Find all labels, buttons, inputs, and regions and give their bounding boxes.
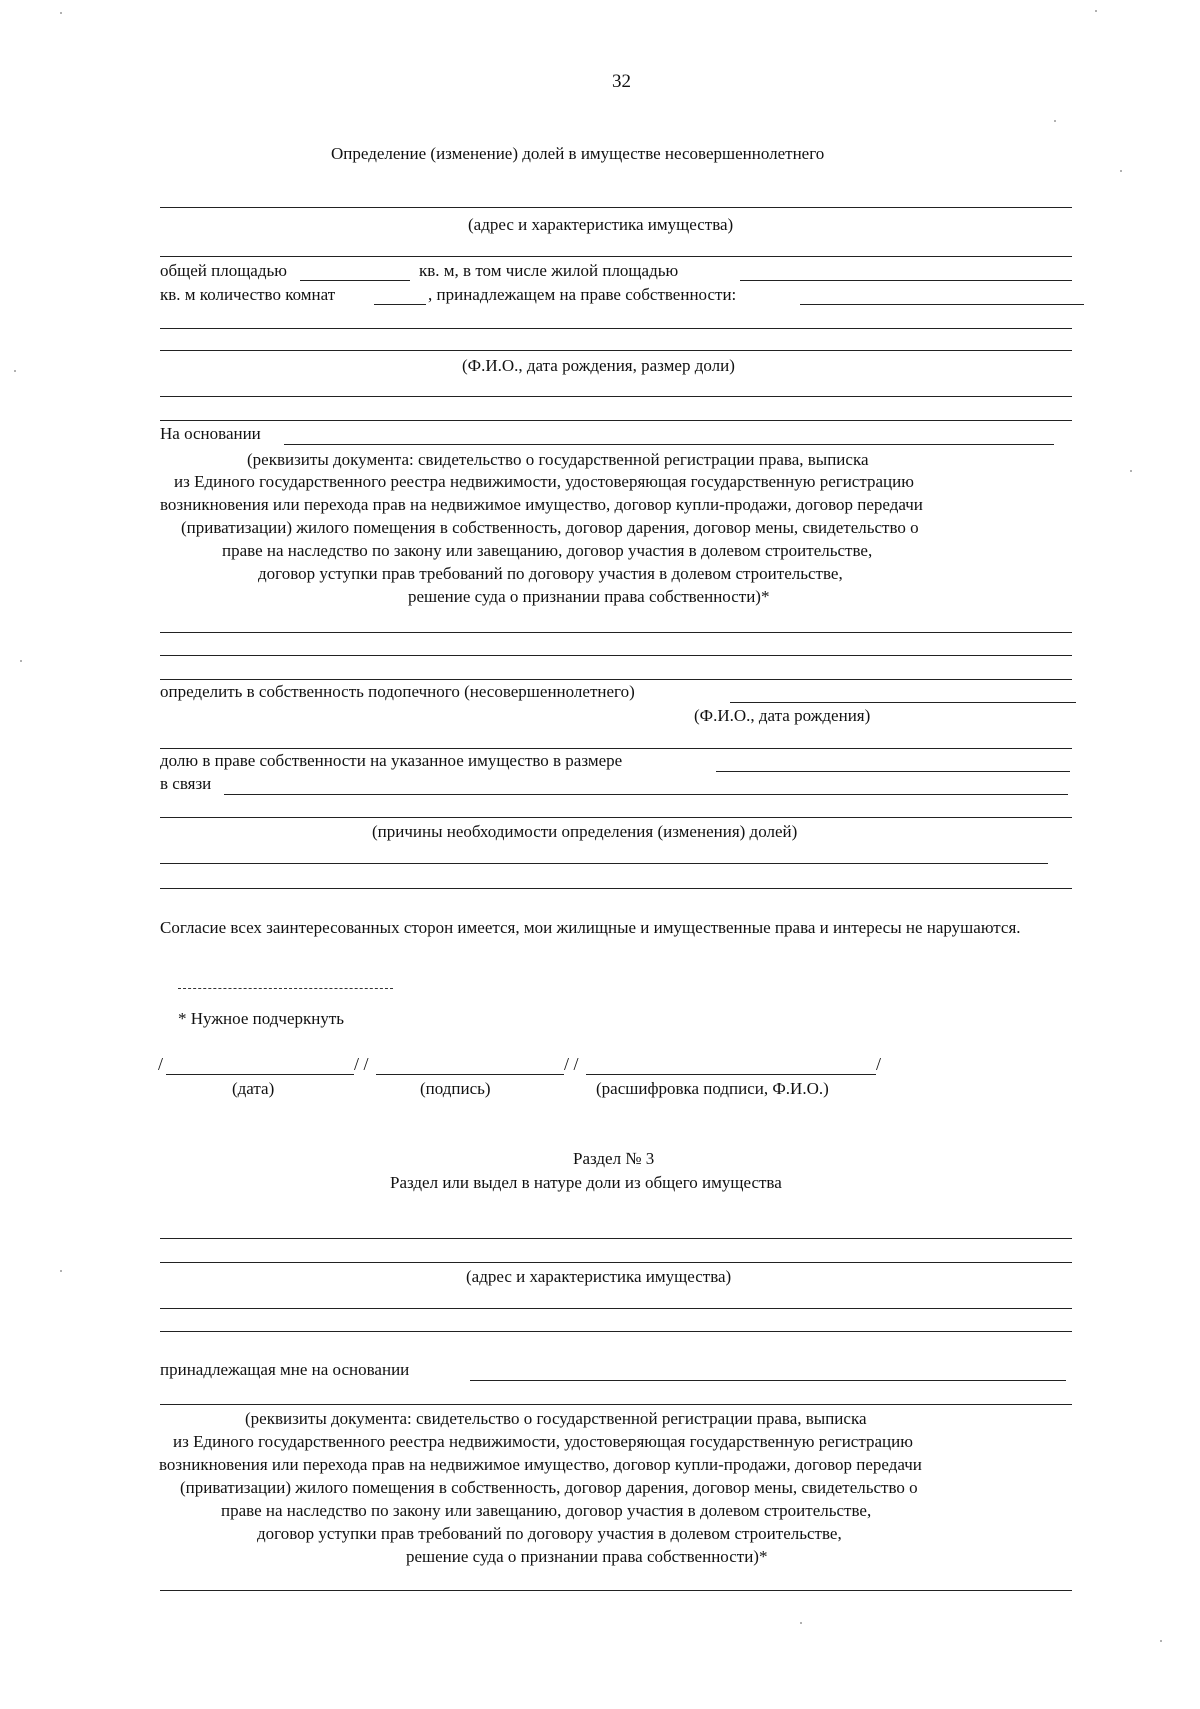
caption-owner: (Ф.И.О., дата рождения, размер доли) xyxy=(462,356,735,375)
requisites-line: решение суда о признании права собственности)* xyxy=(408,587,770,606)
requisites-line: договор уступки прав требований по договору участия в долевом строительстве, xyxy=(258,564,843,583)
share-field[interactable] xyxy=(716,771,1070,772)
slash-mark: / xyxy=(876,1054,882,1074)
fill-line[interactable] xyxy=(160,1331,1072,1332)
fill-line[interactable] xyxy=(160,1238,1072,1239)
requisites-line: (приватизации) жилого помещения в собственность, договор дарения, договор мены, свидетельство о xyxy=(180,1478,918,1497)
caption-signature: (подпись) xyxy=(420,1079,491,1098)
fill-line[interactable] xyxy=(160,679,1072,680)
requisites-line: (приватизации) жилого помещения в собственность, договор дарения, договор мены, свидетельство о xyxy=(181,518,919,537)
rooms-label: кв. м количество комнат xyxy=(160,285,336,304)
footnote: * Нужное подчеркнуть xyxy=(178,1009,345,1028)
area-total-field[interactable] xyxy=(300,280,410,281)
scan-speck xyxy=(1120,170,1122,172)
caption-decoding: (расшифровка подписи, Ф.И.О.) xyxy=(596,1079,829,1098)
decoding-field[interactable] xyxy=(586,1074,876,1075)
slash-mark: / / xyxy=(354,1054,369,1074)
reason-label: в связи xyxy=(160,774,212,793)
requisites-line: из Единого государственного реестра недвижимости, удостоверяющая государственную регистрацию xyxy=(173,1432,913,1451)
living-area-field[interactable] xyxy=(740,280,1072,281)
scan-speck xyxy=(60,1270,62,1272)
ward-field[interactable] xyxy=(730,702,1076,703)
requisites-line: возникновения или перехода прав на недвижимое имущество, договор купли-продажи, договор передачи xyxy=(159,1455,922,1474)
signature-field[interactable] xyxy=(376,1074,564,1075)
ownership-field[interactable] xyxy=(800,304,1084,305)
fill-line[interactable] xyxy=(160,1262,1072,1263)
living-area-label: кв. м, в том числе жилой площадью xyxy=(419,261,679,280)
fill-line[interactable] xyxy=(160,1590,1072,1591)
caption-reason: (причины необходимости определения (изменения) долей) xyxy=(372,822,798,841)
slash-mark: / / xyxy=(564,1054,579,1074)
requisites-line: (реквизиты документа: свидетельство о государственной регистрации права, выписка xyxy=(247,450,869,469)
owned-label: принадлежащая мне на основании xyxy=(160,1360,410,1379)
fill-line[interactable] xyxy=(160,1404,1072,1405)
requisites-line: возникновения или перехода прав на недвижимое имущество, договор купли-продажи, договор передачи xyxy=(160,495,923,514)
caption-date: (дата) xyxy=(232,1079,275,1098)
caption-property: (адрес и характеристика имущества) xyxy=(468,215,734,234)
fill-line[interactable] xyxy=(160,396,1072,397)
fill-line[interactable] xyxy=(160,632,1072,633)
fill-line[interactable] xyxy=(160,655,1072,656)
scan-speck xyxy=(20,660,22,662)
page-number: 32 xyxy=(612,71,631,92)
fill-line[interactable] xyxy=(160,256,1072,257)
reason-field[interactable] xyxy=(224,794,1068,795)
fill-line[interactable] xyxy=(160,1308,1072,1309)
caption-property: (адрес и характеристика имущества) xyxy=(466,1267,732,1286)
share-label: долю в праве собственности на указанное имущество в размере xyxy=(160,751,623,770)
fill-line[interactable] xyxy=(160,817,1072,818)
requisites-line: из Единого государственного реестра недвижимости, удостоверяющая государственную регистрацию xyxy=(174,472,914,491)
requisites-line: решение суда о признании права собственности)* xyxy=(406,1547,768,1566)
date-field[interactable] xyxy=(166,1074,354,1075)
requisites-line: (реквизиты документа: свидетельство о государственной регистрации права, выписка xyxy=(245,1409,867,1428)
caption-ward: (Ф.И.О., дата рождения) xyxy=(694,706,871,725)
rooms-field[interactable] xyxy=(374,304,426,305)
ownership-label: , принадлежащем на праве собственности: xyxy=(428,285,737,304)
scan-speck xyxy=(14,370,16,372)
fill-line[interactable] xyxy=(160,748,1072,749)
scan-speck xyxy=(60,12,62,14)
fill-line[interactable] xyxy=(160,328,1072,329)
section-number: Раздел № 3 xyxy=(573,1149,655,1168)
basis-field[interactable] xyxy=(284,444,1054,445)
consent-text: Согласие всех заинтересованных сторон имеется, мои жилищные и имущественные права и интересы не нарушаются. xyxy=(160,918,1021,937)
requisites-line: договор уступки прав требований по договору участия в долевом строительстве, xyxy=(257,1524,842,1543)
footnote-rule xyxy=(178,988,393,989)
fill-line[interactable] xyxy=(160,863,1048,864)
fill-line[interactable] xyxy=(160,888,1072,889)
basis-label: На основании xyxy=(160,424,261,443)
requisites-line: праве на наследство по закону или завещанию, договор участия в долевом строительстве, xyxy=(222,541,873,560)
slash-mark: / xyxy=(158,1054,164,1074)
determine-label: определить в собственность подопечного (несовершеннолетнего) xyxy=(160,682,635,701)
fill-line[interactable] xyxy=(160,420,1072,421)
section-title: Раздел или выдел в натуре доли из общего имущества xyxy=(390,1173,782,1192)
fill-line[interactable] xyxy=(160,350,1072,351)
section-title: Определение (изменение) долей в имуществе несовершеннолетнего xyxy=(331,144,825,163)
scan-speck xyxy=(1130,470,1132,472)
area-label: общей площадью xyxy=(160,261,287,280)
fill-line[interactable] xyxy=(160,207,1072,208)
scan-speck xyxy=(1095,10,1097,12)
scan-speck xyxy=(1054,120,1056,122)
scan-speck xyxy=(800,1622,802,1624)
scan-speck xyxy=(1160,1640,1162,1642)
requisites-line: праве на наследство по закону или завещанию, договор участия в долевом строительстве, xyxy=(221,1501,872,1520)
owned-field[interactable] xyxy=(470,1380,1066,1381)
